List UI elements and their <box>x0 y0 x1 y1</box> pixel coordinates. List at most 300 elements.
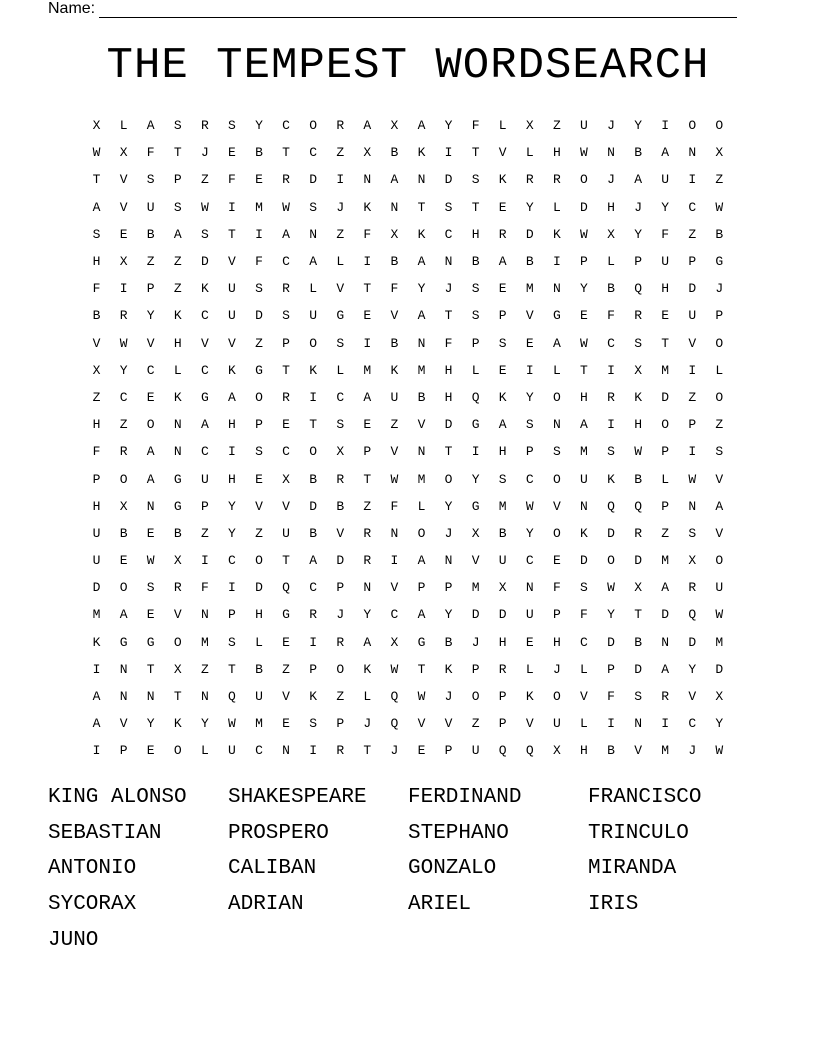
grid-letter: P <box>255 417 263 433</box>
grid-letter: Z <box>390 417 399 433</box>
grid-letter: X <box>688 553 697 569</box>
grid-letter: W <box>715 199 724 215</box>
grid-letter: R <box>498 661 507 677</box>
grid-letter: K <box>444 661 453 677</box>
word-list-item: CALIBAN <box>228 857 317 881</box>
grid-letter: T <box>634 607 642 623</box>
grid-letter: A <box>119 607 128 623</box>
grid-letter: B <box>417 389 426 405</box>
name-field <box>48 0 737 18</box>
grid-letter: N <box>390 199 399 215</box>
grid-letter: D <box>444 417 453 433</box>
grid-letter: E <box>363 308 372 324</box>
grid-row <box>83 194 733 221</box>
grid-letter: A <box>417 118 426 134</box>
grid-letter: T <box>173 689 182 705</box>
grid-letter: K <box>552 226 561 242</box>
grid-letter: S <box>688 525 697 541</box>
grid-letter: I <box>363 335 372 351</box>
grid-letter: U <box>525 607 534 623</box>
grid-letter: W <box>282 199 290 215</box>
grid-letter: P <box>498 716 507 732</box>
letter-grid <box>83 112 733 765</box>
grid-letter: B <box>119 525 128 541</box>
grid-letter: K <box>634 389 642 405</box>
grid-letter: N <box>282 743 290 759</box>
word-list-item: TRINCULO <box>588 821 689 845</box>
grid-letter: P <box>471 661 480 677</box>
grid-letter: L <box>336 254 345 270</box>
grid-letter: K <box>92 634 101 650</box>
grid-letter: D <box>92 580 101 596</box>
grid-row <box>83 656 733 683</box>
grid-letter: K <box>390 362 399 378</box>
grid-letter: U <box>580 118 588 134</box>
grid-letter: X <box>282 471 290 487</box>
grid-letter: V <box>634 743 642 759</box>
grid-letter: U <box>282 525 290 541</box>
word-list-item: FRANCISCO <box>588 786 702 810</box>
grid-letter: V <box>417 716 426 732</box>
grid-letter: H <box>444 389 453 405</box>
grid-letter: B <box>309 525 318 541</box>
grid-letter: I <box>607 716 615 732</box>
word-list-item: KING ALONSO <box>48 786 187 810</box>
grid-letter: S <box>200 226 209 242</box>
grid-letter: I <box>552 254 561 270</box>
grid-row <box>83 601 733 628</box>
grid-letter: A <box>390 172 399 188</box>
grid-letter: P <box>336 580 345 596</box>
grid-letter: H <box>92 498 101 514</box>
grid-letter: Z <box>173 254 182 270</box>
grid-letter: C <box>525 553 534 569</box>
grid-letter: E <box>282 716 290 732</box>
grid-letter: R <box>119 444 128 460</box>
grid-row <box>83 438 733 465</box>
grid-letter: Y <box>580 281 588 297</box>
grid-letter: F <box>580 607 588 623</box>
grid-letter: X <box>390 118 399 134</box>
grid-letter: Z <box>282 661 290 677</box>
grid-letter: J <box>336 607 345 623</box>
grid-letter: M <box>363 362 372 378</box>
grid-letter: S <box>336 417 345 433</box>
grid-letter: S <box>498 471 507 487</box>
grid-letter: U <box>228 308 236 324</box>
grid-letter: R <box>309 607 318 623</box>
grid-letter: X <box>607 226 615 242</box>
grid-letter: V <box>336 281 345 297</box>
grid-letter: Y <box>634 118 642 134</box>
grid-letter: S <box>607 444 615 460</box>
grid-letter: A <box>498 417 507 433</box>
grid-letter: V <box>688 689 697 705</box>
grid-letter: O <box>607 553 615 569</box>
grid-letter: X <box>173 553 182 569</box>
grid-letter: P <box>525 444 534 460</box>
grid-letter: H <box>228 471 236 487</box>
grid-letter: U <box>200 471 209 487</box>
grid-letter: A <box>282 226 290 242</box>
word-list-item: MIRANDA <box>588 857 677 881</box>
grid-letter: L <box>363 689 372 705</box>
grid-letter: Z <box>146 254 155 270</box>
word-list-item: STEPHANO <box>408 821 509 845</box>
grid-letter: M <box>417 471 426 487</box>
grid-letter: A <box>92 199 101 215</box>
grid-letter: B <box>634 634 642 650</box>
grid-letter: C <box>200 444 209 460</box>
grid-letter: X <box>715 145 724 161</box>
grid-letter: K <box>309 362 318 378</box>
grid-letter: H <box>173 335 182 351</box>
grid-letter: U <box>255 689 263 705</box>
grid-letter: K <box>309 689 318 705</box>
grid-letter: S <box>444 199 453 215</box>
grid-letter: I <box>228 444 236 460</box>
grid-letter: B <box>255 661 263 677</box>
grid-letter: Z <box>119 417 128 433</box>
grid-letter: K <box>607 471 615 487</box>
grid-letter: N <box>200 689 209 705</box>
grid-letter: U <box>661 254 670 270</box>
grid-letter: O <box>661 417 670 433</box>
grid-letter: M <box>255 716 263 732</box>
grid-letter: P <box>580 254 588 270</box>
grid-letter: E <box>146 389 155 405</box>
grid-letter: A <box>146 444 155 460</box>
grid-letter: D <box>688 281 697 297</box>
grid-letter: K <box>498 172 507 188</box>
word-list-item: JUNO <box>48 928 99 952</box>
grid-letter: U <box>552 716 561 732</box>
grid-letter: M <box>661 362 670 378</box>
grid-letter: X <box>634 362 642 378</box>
grid-letter: I <box>661 118 670 134</box>
grid-letter: W <box>580 335 588 351</box>
grid-letter: V <box>390 308 399 324</box>
grid-letter: G <box>200 389 209 405</box>
grid-letter: K <box>580 525 588 541</box>
grid-letter: V <box>173 607 182 623</box>
grid-letter: Z <box>688 226 697 242</box>
grid-letter: Z <box>336 689 345 705</box>
grid-letter: S <box>228 118 236 134</box>
grid-letter: B <box>173 525 182 541</box>
grid-letter: T <box>471 145 480 161</box>
grid-letter: A <box>580 417 588 433</box>
grid-letter: Q <box>634 281 642 297</box>
grid-letter: C <box>255 743 263 759</box>
grid-letter: M <box>661 553 670 569</box>
grid-letter: U <box>228 281 236 297</box>
grid-letter: P <box>688 417 697 433</box>
grid-row <box>83 384 733 411</box>
grid-letter: J <box>471 634 480 650</box>
grid-letter: S <box>255 444 263 460</box>
grid-row <box>83 710 733 737</box>
grid-letter: E <box>417 743 426 759</box>
grid-letter: L <box>525 661 534 677</box>
grid-letter: F <box>607 689 615 705</box>
grid-letter: N <box>417 172 426 188</box>
grid-letter: L <box>580 716 588 732</box>
grid-letter: U <box>498 553 507 569</box>
grid-letter: X <box>525 118 534 134</box>
grid-letter: M <box>525 281 534 297</box>
grid-letter: Y <box>444 607 453 623</box>
grid-row <box>83 248 733 275</box>
grid-letter: X <box>634 580 642 596</box>
grid-letter: C <box>688 716 697 732</box>
grid-letter: Y <box>444 118 453 134</box>
grid-letter: O <box>715 335 724 351</box>
grid-letter: C <box>282 444 290 460</box>
grid-letter: H <box>552 634 561 650</box>
grid-letter: I <box>200 553 209 569</box>
grid-letter: Q <box>498 743 507 759</box>
name-label: Name: <box>48 0 96 17</box>
grid-row <box>83 629 733 656</box>
grid-letter: D <box>634 553 642 569</box>
grid-letter: W <box>580 226 588 242</box>
grid-letter: R <box>173 580 182 596</box>
grid-letter: N <box>552 281 561 297</box>
grid-letter: C <box>525 471 534 487</box>
grid-letter: V <box>119 716 128 732</box>
grid-letter: F <box>552 580 561 596</box>
grid-letter: K <box>173 308 182 324</box>
grid-letter: A <box>228 389 236 405</box>
grid-letter: F <box>661 226 670 242</box>
grid-letter: M <box>661 743 670 759</box>
word-list-item: ANTONIO <box>48 857 137 881</box>
grid-letter: Q <box>390 716 399 732</box>
grid-letter: U <box>390 389 399 405</box>
grid-letter: C <box>309 145 318 161</box>
grid-row <box>83 520 733 547</box>
grid-letter: P <box>228 607 236 623</box>
grid-letter: S <box>634 335 642 351</box>
grid-letter: V <box>552 498 561 514</box>
grid-letter: L <box>336 362 345 378</box>
grid-letter: G <box>552 308 561 324</box>
grid-letter: P <box>200 498 209 514</box>
grid-letter: G <box>282 607 290 623</box>
grid-letter: R <box>363 525 372 541</box>
grid-letter: U <box>309 308 318 324</box>
grid-letter: J <box>444 689 453 705</box>
grid-letter: X <box>498 580 507 596</box>
grid-letter: V <box>255 498 263 514</box>
grid-letter: A <box>417 308 426 324</box>
grid-letter: H <box>607 199 615 215</box>
grid-letter: O <box>309 335 318 351</box>
grid-letter: C <box>200 308 209 324</box>
word-list-item: FERDINAND <box>408 786 522 810</box>
grid-letter: V <box>200 335 209 351</box>
grid-letter: N <box>173 444 182 460</box>
grid-letter: S <box>336 335 345 351</box>
grid-letter: K <box>173 389 182 405</box>
grid-letter: V <box>498 145 507 161</box>
grid-letter: L <box>607 254 615 270</box>
grid-letter: J <box>634 199 642 215</box>
grid-letter: P <box>661 498 670 514</box>
grid-letter: U <box>471 743 480 759</box>
grid-letter: N <box>309 226 318 242</box>
grid-letter: Y <box>200 716 209 732</box>
grid-letter: A <box>363 118 372 134</box>
grid-letter: F <box>200 580 209 596</box>
grid-letter: E <box>146 607 155 623</box>
grid-row <box>83 221 733 248</box>
grid-letter: B <box>634 471 642 487</box>
grid-letter: N <box>146 498 155 514</box>
grid-letter: L <box>552 362 561 378</box>
grid-letter: O <box>552 389 561 405</box>
grid-letter: V <box>390 444 399 460</box>
grid-letter: N <box>580 498 588 514</box>
grid-letter: J <box>444 525 453 541</box>
grid-letter: W <box>634 444 642 460</box>
grid-letter: V <box>119 199 128 215</box>
grid-letter: Y <box>715 716 724 732</box>
grid-letter: C <box>580 634 588 650</box>
grid-letter: R <box>552 172 561 188</box>
grid-letter: N <box>200 607 209 623</box>
grid-letter: P <box>282 335 290 351</box>
grid-letter: B <box>498 525 507 541</box>
grid-letter: G <box>146 634 155 650</box>
grid-letter: S <box>634 689 642 705</box>
grid-letter: I <box>390 553 399 569</box>
grid-letter: A <box>417 553 426 569</box>
grid-letter: O <box>309 444 318 460</box>
grid-letter: A <box>92 716 101 732</box>
grid-letter: S <box>309 716 318 732</box>
grid-letter: Q <box>525 743 534 759</box>
grid-letter: M <box>580 444 588 460</box>
grid-letter: B <box>634 145 642 161</box>
grid-letter: B <box>444 634 453 650</box>
grid-letter: Y <box>525 389 534 405</box>
grid-letter: T <box>661 335 670 351</box>
grid-letter: S <box>471 308 480 324</box>
grid-letter: X <box>173 661 182 677</box>
grid-letter: T <box>228 661 236 677</box>
grid-letter: N <box>525 580 534 596</box>
word-list-item: ARIEL <box>408 893 472 917</box>
grid-letter: C <box>444 226 453 242</box>
grid-letter: M <box>417 362 426 378</box>
grid-letter: Z <box>336 226 345 242</box>
word-list-item: SEBASTIAN <box>48 821 162 845</box>
grid-letter: P <box>471 335 480 351</box>
grid-letter: Z <box>661 525 670 541</box>
grid-letter: X <box>390 634 399 650</box>
grid-letter: J <box>390 743 399 759</box>
grid-letter: W <box>146 553 155 569</box>
grid-row <box>83 547 733 574</box>
grid-letter: O <box>552 689 561 705</box>
grid-letter: V <box>228 254 236 270</box>
word-list <box>48 780 788 958</box>
grid-letter: R <box>282 281 290 297</box>
grid-letter: F <box>92 281 101 297</box>
grid-letter: T <box>282 553 290 569</box>
grid-letter: B <box>390 335 399 351</box>
grid-letter: Z <box>200 172 209 188</box>
grid-letter: A <box>498 254 507 270</box>
grid-letter: Y <box>661 199 670 215</box>
grid-letter: Q <box>282 580 290 596</box>
grid-letter: T <box>417 661 426 677</box>
grid-letter: Z <box>363 498 372 514</box>
grid-letter: S <box>92 226 101 242</box>
grid-letter: C <box>282 118 290 134</box>
grid-row <box>83 275 733 302</box>
grid-letter: S <box>173 199 182 215</box>
grid-letter: F <box>607 308 615 324</box>
grid-letter: B <box>607 743 615 759</box>
grid-letter: W <box>688 471 697 487</box>
grid-letter: H <box>498 444 507 460</box>
grid-letter: K <box>363 661 372 677</box>
grid-letter: W <box>92 145 101 161</box>
grid-letter: E <box>119 226 128 242</box>
grid-letter: G <box>715 254 724 270</box>
name-underline <box>99 2 737 18</box>
grid-letter: D <box>336 553 345 569</box>
grid-letter: N <box>688 498 697 514</box>
grid-letter: P <box>444 743 453 759</box>
grid-letter: V <box>471 553 480 569</box>
grid-letter: X <box>363 145 372 161</box>
grid-letter: U <box>228 743 236 759</box>
grid-letter: K <box>417 226 426 242</box>
grid-letter: X <box>119 498 128 514</box>
grid-letter: I <box>688 444 697 460</box>
grid-letter: T <box>92 172 101 188</box>
grid-letter: T <box>471 199 480 215</box>
word-list-item: ADRIAN <box>228 893 304 917</box>
grid-letter: U <box>580 471 588 487</box>
grid-row <box>83 737 733 764</box>
grid-letter: Y <box>634 226 642 242</box>
grid-letter: S <box>552 444 561 460</box>
grid-letter: A <box>309 553 318 569</box>
grid-letter: R <box>363 553 372 569</box>
grid-letter: G <box>471 498 480 514</box>
grid-letter: Y <box>119 362 128 378</box>
grid-letter: E <box>255 471 263 487</box>
grid-letter: N <box>119 661 128 677</box>
grid-letter: F <box>471 118 480 134</box>
grid-letter: W <box>119 335 128 351</box>
grid-letter: I <box>471 444 480 460</box>
grid-letter: V <box>282 689 290 705</box>
word-list-item: PROSPERO <box>228 821 329 845</box>
grid-letter: V <box>715 525 724 541</box>
grid-letter: V <box>119 172 128 188</box>
grid-letter: R <box>336 118 345 134</box>
grid-letter: C <box>336 389 345 405</box>
grid-letter: W <box>390 661 399 677</box>
grid-letter: A <box>92 689 101 705</box>
grid-row <box>83 411 733 438</box>
